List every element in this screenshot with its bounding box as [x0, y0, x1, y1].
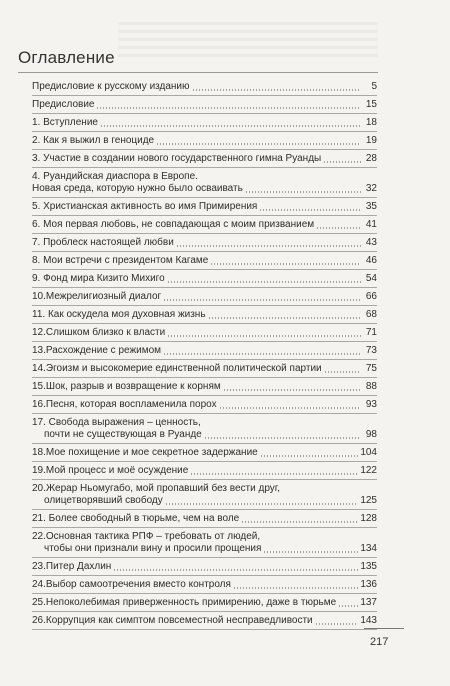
toc-entry [32, 216, 377, 234]
toc-entry-page: 46 [365, 255, 377, 266]
toc-entry-page: 75 [365, 363, 377, 374]
toc-entry-title-line2: почти не существующая в Руанде [44, 429, 202, 440]
dot-leader [338, 605, 358, 607]
toc-entry-title-line2: олицетворявший свободу [44, 495, 163, 506]
toc-entry [32, 612, 377, 630]
toc-entry [32, 558, 377, 576]
toc-entry-page: 18 [365, 117, 377, 128]
toc-entry [32, 324, 377, 342]
toc-entry-title: 11. Как оскудела моя духовная жизнь [32, 309, 206, 320]
dot-leader [163, 353, 361, 355]
toc-entry-page: 134 [360, 543, 377, 554]
toc-entry-page: 143 [360, 615, 377, 626]
toc-entry-page: 136 [360, 579, 377, 590]
toc-entry-page: 28 [365, 153, 377, 164]
toc-entry [32, 396, 377, 414]
dot-leader [113, 569, 358, 571]
dot-leader [100, 125, 361, 127]
toc-entry-page: 68 [365, 309, 377, 320]
dot-leader [165, 503, 359, 505]
toc-entry-title: 25.Непоколебимая приверженность примирению, даже в тюрьме [32, 597, 337, 608]
toc-entry-page: 122 [360, 465, 377, 476]
toc-entry-title: 23.Питер Дахлин [32, 561, 112, 572]
toc-entry [32, 96, 377, 114]
toc-entry-title: Предисловие к русскому изданию [32, 81, 190, 92]
dot-leader [316, 227, 361, 229]
toc-entry [32, 444, 377, 462]
toc-entry-page: 35 [365, 201, 377, 212]
toc-entry-page: 88 [365, 381, 377, 392]
toc-entry-title: 18.Мое похищение и мое секретное задержание [32, 447, 258, 458]
toc-entry [32, 288, 377, 306]
dot-leader [192, 89, 361, 91]
toc-entry [32, 342, 377, 360]
dot-leader [163, 299, 361, 301]
footer-rule [364, 628, 404, 629]
dot-leader [223, 389, 361, 391]
dot-leader [204, 437, 361, 439]
toc-entry-page: 32 [365, 183, 377, 194]
dot-leader [233, 587, 358, 589]
dot-leader [176, 245, 361, 247]
toc-entry-page: 19 [365, 135, 377, 146]
toc-entry-page: 15 [365, 99, 377, 110]
toc-entry [32, 378, 377, 396]
title-rule [18, 72, 378, 73]
toc-entry-title: Предисловие [32, 99, 95, 110]
toc-entry-page: 93 [365, 399, 377, 410]
toc-entry-page: 43 [365, 237, 377, 248]
toc-entry-title-line2: чтобы они признали вину и просили прощения [44, 543, 262, 554]
toc-entry-page: 5 [371, 81, 377, 92]
toc-entry-page: 66 [365, 291, 377, 302]
toc-entry [32, 576, 377, 594]
toc-entry-page: 128 [360, 513, 377, 524]
toc-entry [32, 594, 377, 612]
dot-leader [167, 335, 361, 337]
toc-entry [32, 198, 377, 216]
toc-entry-page: 73 [365, 345, 377, 356]
dot-leader [245, 191, 361, 193]
dot-leader [324, 371, 361, 373]
page-number: 217 [370, 636, 389, 648]
toc-entry-page: 137 [360, 597, 377, 608]
toc-entry-page: 71 [365, 327, 377, 338]
dot-leader [263, 551, 358, 553]
toc-entry [32, 270, 377, 288]
toc-entry-title: 26.Коррупция как симптом повсеместной несправедливости [32, 615, 313, 626]
dot-leader [190, 473, 358, 475]
dot-leader [219, 407, 361, 409]
toc-entry [32, 114, 377, 132]
toc-entry-page: 135 [360, 561, 377, 572]
dot-leader [315, 623, 359, 625]
toc-entry-title-line1: 4. Руандийская диаспора в Европе. [32, 171, 198, 182]
toc-entry-title: 14.Эгоизм и высокомерие единственной политической партии [32, 363, 322, 374]
bleed-through-text [118, 22, 378, 62]
toc-entry-title: 9. Фонд мира Кизито Михиго [32, 273, 165, 284]
toc-entry-title: 16.Песня, которая воспламенила порох [32, 399, 217, 410]
toc-entry-title: 13.Расхождение с режимом [32, 345, 162, 356]
toc-entry [32, 480, 377, 510]
dot-leader [323, 161, 361, 163]
toc-entry [32, 168, 377, 198]
toc-entry-title: 2. Как я выжил в геноциде [32, 135, 155, 146]
toc-entry [32, 306, 377, 324]
toc-entry-page: 41 [365, 219, 377, 230]
toc-entry-title: 8. Мои встречи с президентом Кагаме [32, 255, 209, 266]
toc-entry [32, 78, 377, 96]
toc-entry [32, 414, 377, 444]
toc-entry [32, 252, 377, 270]
toc-entry-title: 1. Вступление [32, 117, 98, 128]
toc-entry-title-line1: 20.Жерар Ньомугабо, мой пропавший без вести друг, [32, 483, 280, 494]
toc-entry [32, 132, 377, 150]
table-of-contents [32, 78, 377, 630]
toc-entry-title: 10.Межрелигиозный диалог [32, 291, 162, 302]
dot-leader [96, 107, 361, 109]
toc-entry-page: 125 [360, 495, 377, 506]
toc-entry-title: 19.Мой процесс и моё осуждение [32, 465, 189, 476]
toc-entry-title-line1: 22.Основная тактика РПФ – требовать от людей, [32, 531, 261, 542]
toc-entry-title-line1: 17. Свобода выражения – ценность, [32, 417, 201, 428]
toc-entry-title: 7. Проблеск настоящей любви [32, 237, 174, 248]
dot-leader [210, 263, 361, 265]
toc-entry-title-line2: Новая среда, которую нужно было осваивать [32, 183, 243, 194]
toc-entry [32, 360, 377, 378]
toc-entry [32, 234, 377, 252]
toc-entry-title: 15.Шок, разрыв и возвращение к корням [32, 381, 221, 392]
dot-leader [260, 455, 359, 457]
dot-leader [208, 317, 361, 319]
dot-leader [156, 143, 361, 145]
toc-entry-page: 104 [360, 447, 377, 458]
toc-entry [32, 528, 377, 558]
toc-entry-page: 98 [365, 429, 377, 440]
toc-entry-title: 5. Христианская активность во имя Примирения [32, 201, 258, 212]
toc-entry-page: 54 [365, 273, 377, 284]
toc-entry [32, 462, 377, 480]
toc-entry [32, 150, 377, 168]
toc-entry-title: 6. Моя первая любовь, не совпадающая с моим призванием [32, 219, 315, 230]
toc-entry [32, 510, 377, 528]
toc-entry-title: 12.Слишком близко к власти [32, 327, 166, 338]
toc-entry-title: 21. Более свободный в тюрьме, чем на воле [32, 513, 240, 524]
toc-entry-title: 3. Участие в создании нового государственного гимна Руанды [32, 153, 322, 164]
page-title: Оглавление [18, 48, 115, 67]
dot-leader [259, 209, 361, 211]
dot-leader [241, 521, 358, 523]
toc-entry-title: 24.Выбор самоотречения вместо контроля [32, 579, 231, 590]
dot-leader [167, 281, 361, 283]
